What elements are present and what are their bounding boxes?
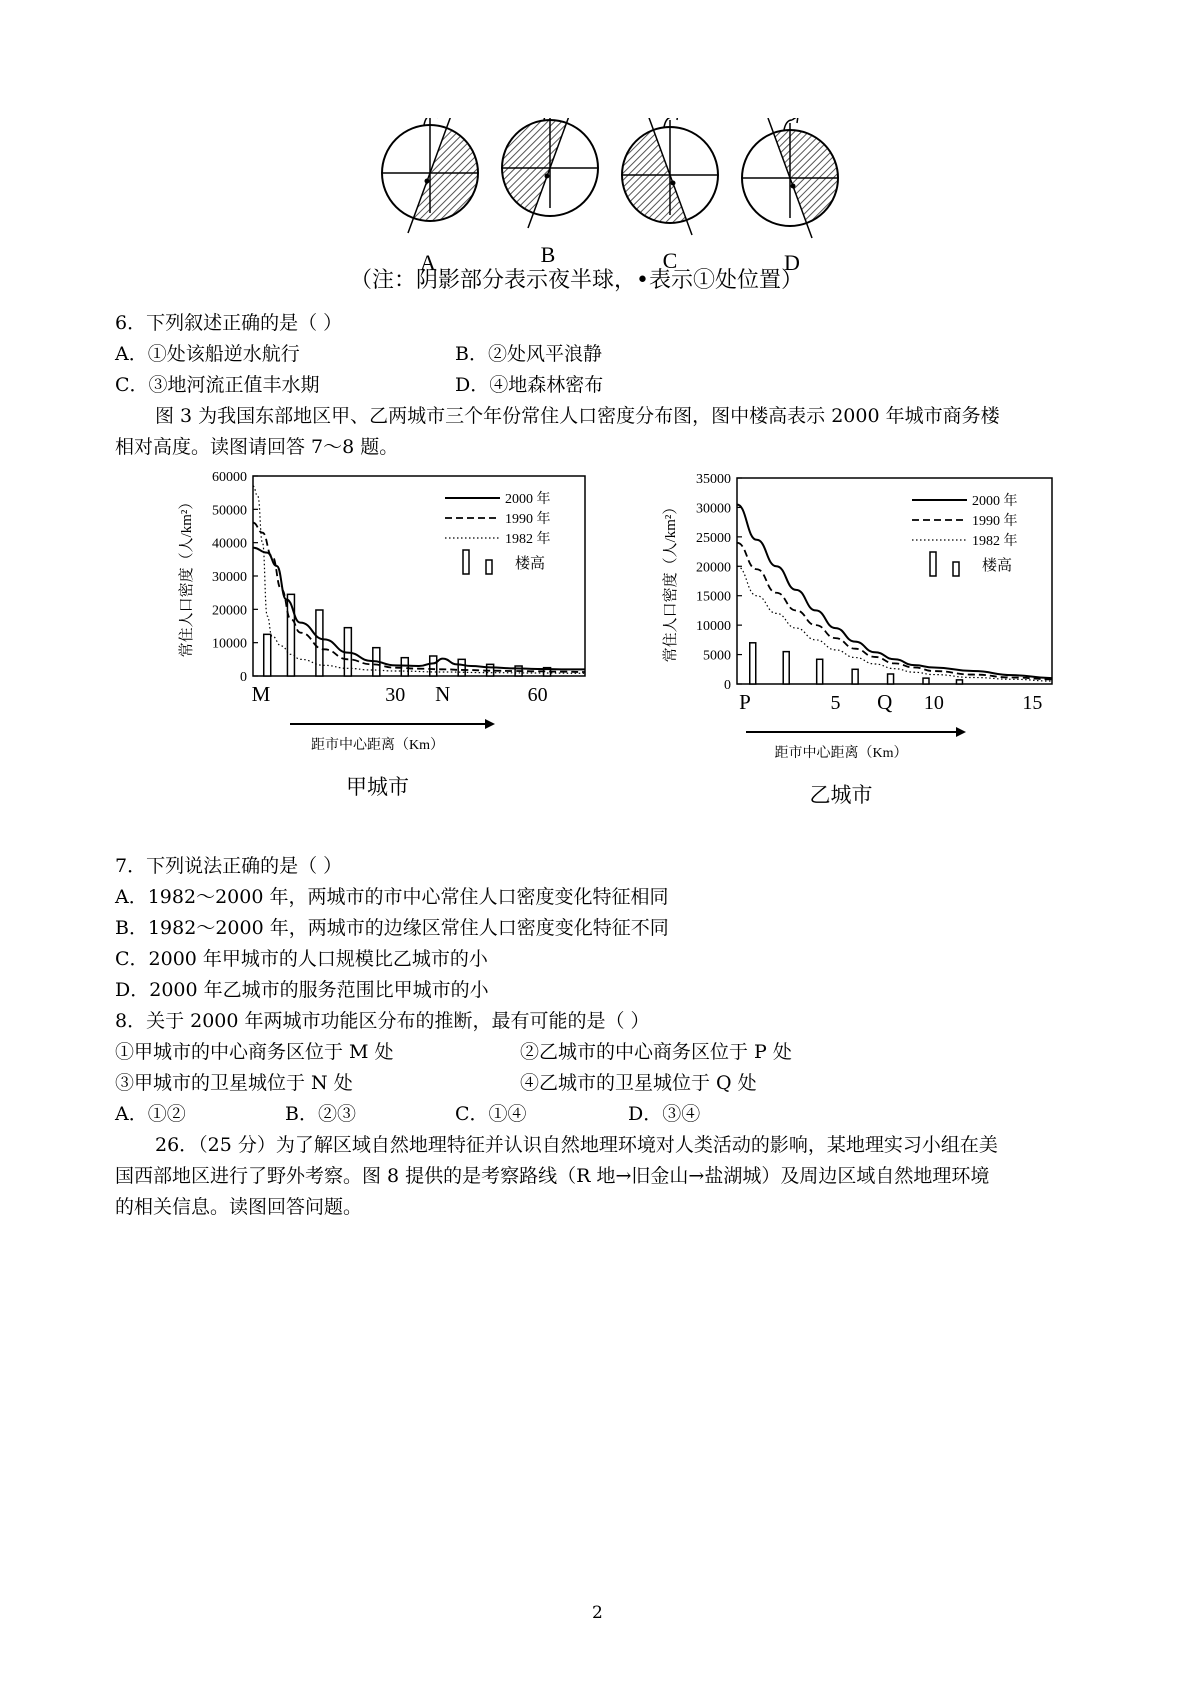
y-tick-label: 20000 <box>212 603 247 619</box>
globe-figure <box>370 118 860 280</box>
y-tick-label: 5000 <box>703 648 731 664</box>
legend-label: 楼高 <box>982 558 1013 574</box>
x-tick-label: 30 <box>385 684 406 706</box>
y-tick-label: 25000 <box>696 530 731 546</box>
distance-arrow-head <box>485 719 495 729</box>
building-height-bar <box>458 659 465 676</box>
legend-bar-short <box>486 560 492 574</box>
x-tick-label: P <box>739 690 751 714</box>
y-axis-label: 常住人口密度（人/km²） <box>663 499 679 663</box>
legend-label: 1990 年 <box>505 512 551 527</box>
page-number: 2 <box>592 1603 603 1623</box>
chart-title: 甲城市 <box>346 775 409 799</box>
q26-line1: 26．（25 分）为了解区域自然地理特征并认识自然地理环境对人类活动的影响，某地理实习小组在美 <box>155 1134 998 1156</box>
x-tick-label: 5 <box>830 692 841 714</box>
x-tick-label: 15 <box>1022 692 1043 714</box>
building-height-bar <box>316 610 323 676</box>
q7-option-d: D．2000 年乙城市的服务范围比甲城市的小 <box>115 979 489 1001</box>
building-height-bar <box>401 658 408 676</box>
legend-label: 1982 年 <box>505 532 551 547</box>
globe-label-b: B <box>540 242 556 267</box>
globe-label-a: A <box>420 250 436 275</box>
legend-bar-tall <box>930 552 936 576</box>
q8-option-c: C．①④ <box>455 1103 527 1125</box>
globe-label-d: D <box>784 250 800 275</box>
distance-arrow-head <box>956 727 966 737</box>
legend-label: 2000 年 <box>505 492 551 507</box>
y-tick-label: 60000 <box>212 470 247 485</box>
q7-option-b: B．1982～2000 年，两城市的边缘区常住人口密度变化特征不同 <box>115 917 669 939</box>
y-tick-label: 0 <box>240 670 247 685</box>
legend-bar-short <box>953 562 959 576</box>
globe-note: （注：阴影部分表示夜半球，•表示①处位置） <box>350 268 803 293</box>
q8-statement-2: ②乙城市的中心商务区位于 P 处 <box>520 1041 792 1063</box>
legend-label: 楼高 <box>515 556 546 572</box>
building-height-bar <box>817 659 823 684</box>
intro-fig3-line1: 图 3 为我国东部地区甲、乙两城市三个年份常住人口密度分布图，图中楼高表示 2000 年城市商务楼 <box>155 405 1000 427</box>
chart-city-jia <box>165 460 655 850</box>
building-height-bar <box>264 634 271 676</box>
y-tick-label: 0 <box>724 678 731 693</box>
x-tick-label: 10 <box>923 692 944 714</box>
y-tick-label: 30000 <box>696 501 731 517</box>
globe-d <box>742 118 860 238</box>
y-tick-label: 15000 <box>696 589 731 605</box>
building-height-bar <box>783 652 789 684</box>
q6-option-a: A．①处该船逆水航行 <box>115 343 300 365</box>
q6-stem: 6．下列叙述正确的是（ ） <box>115 312 343 334</box>
intro-fig3-line2: 相对高度。读图请回答 7～8 题。 <box>115 436 399 458</box>
q8-statement-3: ③甲城市的卫星城位于 N 处 <box>115 1072 353 1094</box>
building-height-bar <box>888 674 894 684</box>
q8-option-a: A．①② <box>115 1103 186 1125</box>
y-tick-label: 50000 <box>212 503 247 519</box>
legend-bar-tall <box>463 550 469 574</box>
x-axis-label: 距市中心距离（Km） <box>311 738 444 753</box>
x-tick-label: N <box>435 682 451 706</box>
building-height-bar <box>430 656 437 676</box>
chart-title: 乙城市 <box>809 783 873 807</box>
y-tick-label: 10000 <box>696 619 731 635</box>
legend-label: 1990 年 <box>972 514 1018 529</box>
q7-option-c: C．2000 年甲城市的人口规模比乙城市的小 <box>115 948 488 970</box>
building-height-bar <box>923 678 929 684</box>
q26-line2: 国西部地区进行了野外考察。图 8 提供的是考察路线（R 地→旧金山→盐湖城）及周边区域自然地理环境 <box>115 1165 990 1187</box>
building-height-bar <box>852 669 858 684</box>
q8-option-b: B．②③ <box>285 1103 356 1125</box>
chart-city-yi <box>660 462 1090 852</box>
q8-option-d: D．③④ <box>628 1103 701 1125</box>
globe-c <box>600 118 718 235</box>
q6-option-c: C．③地河流正值丰水期 <box>115 374 320 396</box>
y-axis-label: 常住人口密度（人/km²） <box>179 494 195 658</box>
globe-a <box>382 118 500 233</box>
y-tick-label: 10000 <box>212 636 247 652</box>
legend-label: 2000 年 <box>972 494 1018 509</box>
globe-b <box>480 118 598 228</box>
globe-label-c: C <box>662 248 678 273</box>
q7-stem: 7．下列说法正确的是（ ） <box>115 855 343 877</box>
building-height-bar <box>750 643 756 684</box>
legend-label: 1982 年 <box>972 534 1018 549</box>
y-tick-label: 30000 <box>212 570 247 585</box>
building-height-bar <box>956 680 962 684</box>
q7-option-a: A．1982～2000 年，两城市的市中心常住人口密度变化特征相同 <box>115 886 669 908</box>
q8-stem: 8．关于 2000 年两城市功能区分布的推断，最有可能的是（ ） <box>115 1010 650 1032</box>
q26-line3: 的相关信息。读图回答问题。 <box>115 1196 363 1218</box>
y-tick-label: 35000 <box>696 472 731 487</box>
x-tick-label: 60 <box>527 684 548 706</box>
q8-statement-1: ①甲城市的中心商务区位于 M 处 <box>115 1041 394 1063</box>
x-axis-label: 距市中心距离（Km） <box>774 746 908 761</box>
q6-option-d: D．④地森林密布 <box>455 374 604 396</box>
q6-option-b: B．②处风平浪静 <box>455 343 602 365</box>
x-tick-label: Q <box>877 690 893 714</box>
q8-statement-4: ④乙城市的卫星城位于 Q 处 <box>520 1072 757 1094</box>
y-tick-label: 20000 <box>696 560 731 576</box>
x-tick-label: M <box>251 682 271 706</box>
y-tick-label: 40000 <box>212 536 247 552</box>
